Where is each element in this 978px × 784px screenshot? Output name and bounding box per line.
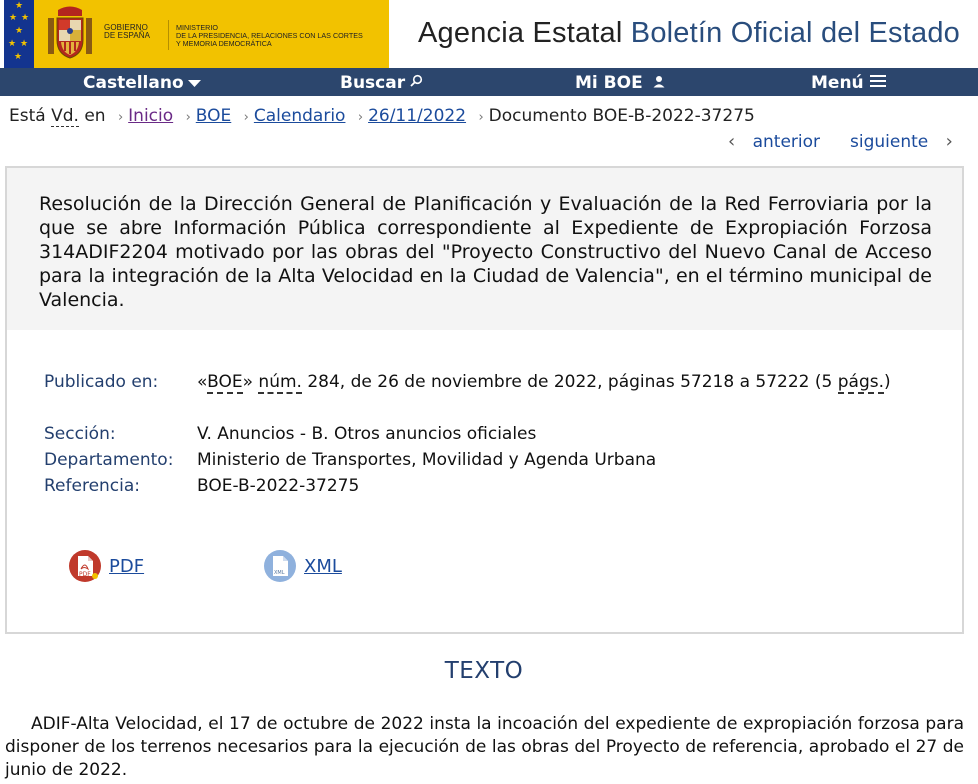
meta-section-label: Sección:	[44, 424, 116, 444]
nav-language-label: Castellano	[83, 73, 184, 93]
chevron-right-icon: ›	[945, 131, 953, 152]
nav-menu[interactable]	[811, 72, 886, 94]
breadcrumb-boe-link[interactable]: BOE	[195, 106, 232, 126]
breadcrumb-current: Documento BOE-B-2022-37275	[488, 106, 755, 126]
agency-name: Boletín Oficial del Estado	[630, 17, 960, 49]
chevron-right-icon: ›	[185, 110, 191, 125]
hamburger-menu-icon	[870, 72, 886, 94]
chevron-left-icon: ‹	[728, 131, 736, 152]
next-link[interactable]	[850, 130, 953, 154]
main-navigation	[0, 68, 978, 96]
breadcrumb-prefix-vd: Vd.	[51, 106, 79, 126]
user-icon	[653, 72, 665, 94]
nav-search[interactable]	[340, 72, 423, 94]
meta-published-label: Publicado en:	[44, 372, 159, 392]
nav-language[interactable]	[83, 72, 201, 94]
breadcrumb-calendar-link[interactable]: Calendario	[253, 106, 346, 126]
breadcrumb-prefix-esta: Está	[9, 106, 46, 126]
government-name: GOBIERNO DE ESPAÑA	[104, 23, 151, 40]
eu-flag-icon: ★ ★ ★ ★ ★ ★ ★	[4, 0, 34, 68]
site-header	[0, 0, 978, 68]
logo-divider	[168, 20, 169, 50]
svg-text:PDF: PDF	[79, 571, 91, 578]
agency-title[interactable]	[418, 17, 960, 50]
search-icon	[409, 72, 423, 94]
nav-search-label: Buscar	[340, 73, 406, 93]
document-title: Resolución de la Dirección General de Planificación y Evaluación de la Red Ferroviaria por la que se abre Información Pública correspondiente al Expediente de Expropiación Forzosa 314ADIF2204 motivado por las obras del "Proyecto Constructivo del Nuevo Canal de Acceso para la integración de la Alta Velocidad en la Ciudad de Valencia", en el término municipal de Valencia.	[39, 193, 932, 311]
government-logo[interactable]	[4, 0, 389, 68]
meta-reference-value: BOE-B-2022-37275	[197, 476, 360, 496]
agency-prefix: Agencia Estatal	[418, 17, 623, 49]
breadcrumb-home-link[interactable]: Inicio	[128, 106, 174, 126]
download-xml-label: XML	[304, 555, 342, 577]
document-metadata-box	[5, 330, 964, 634]
texto-heading: TEXTO	[444, 658, 524, 684]
chevron-right-icon: ›	[243, 110, 249, 125]
breadcrumb	[9, 104, 755, 130]
meta-published-value: «BOE» núm. 284, de 26 de noviembre de 2022, páginas 57218 a 57222 (5 págs.)	[197, 372, 891, 392]
meta-reference-label: Referencia:	[44, 476, 141, 496]
meta-department-label: Departamento:	[44, 450, 174, 470]
download-pdf-label: PDF	[109, 555, 145, 577]
body-paragraph: ADIF-Alta Velocidad, el 17 de octubre de 2022 insta la incoación del expediente de expropiación forzosa para disponer de los terrenos necesarios para la ejecución de las obras del Proyecto de referencia, aprobado el 27 de junio de 2022.	[5, 714, 964, 780]
xml-icon	[264, 550, 296, 582]
svg-text:XML: XML	[274, 570, 285, 576]
pdf-icon	[69, 550, 101, 582]
chevron-right-icon: ›	[357, 110, 364, 125]
caret-down-icon	[188, 72, 201, 94]
document-title-box	[5, 166, 964, 332]
previous-link[interactable]	[728, 130, 820, 154]
download-pdf-link[interactable]	[69, 550, 144, 582]
chevron-right-icon: ›	[117, 110, 124, 125]
download-xml-link[interactable]	[264, 550, 342, 582]
coat-of-arms-icon	[44, 4, 96, 62]
meta-department-value: Ministerio de Transportes, Movilidad y Agenda Urbana	[197, 450, 657, 470]
chevron-right-icon: ›	[478, 110, 484, 125]
next-label: siguiente	[850, 132, 929, 152]
ministry-name: MINISTERIO DE LA PRESIDENCIA, RELACIONES CON LAS CORTES Y MEMORIA DEMOCRÁTICA	[176, 23, 363, 48]
nav-my-boe-label: Mi BOE	[575, 73, 643, 93]
breadcrumb-prefix-en: en	[84, 106, 106, 126]
previous-label: anterior	[752, 132, 821, 152]
nav-my-boe[interactable]	[575, 72, 665, 94]
nav-menu-label: Menú	[811, 73, 864, 93]
breadcrumb-date-link[interactable]: 26/11/2022	[368, 106, 467, 126]
meta-section-value: V. Anuncios - B. Otros anuncios oficiales	[197, 424, 537, 444]
